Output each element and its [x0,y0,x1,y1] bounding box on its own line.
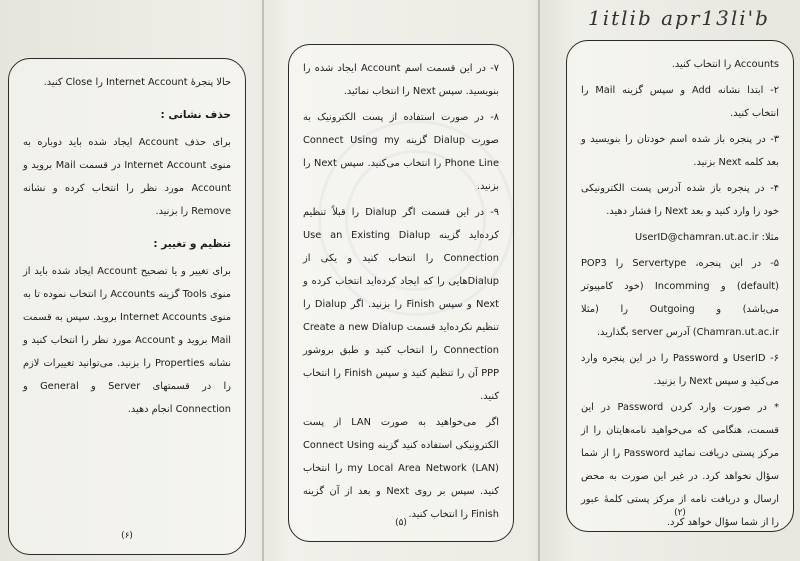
close-instruction: حالا پنجرهٔ Internet Account را Close کنید. [43,77,231,88]
handwritten-note: 1itlib apr13li'b [588,6,770,30]
heading-settings: تنظیم و تغییر : [153,238,231,250]
step-1-end: Accounts را انتخاب کنید. [671,59,779,70]
delete-instructions: برای حذف Account ایجاد شده باید دوباره به منوی Internet Account در قسمت Mail بروید و Account مورد نظر را انتخاب کرده و نشانه Remove را بزنید. [23,137,231,217]
page-number: (۵) [395,518,407,528]
heading-delete-account: حذف نشانی : [160,109,231,121]
step-4: ۴- در پنجره باز شده آدرس پست الکترونیکی خود را وارد کنید و بعد Next را فشار دهید. [581,183,779,217]
step-8: ۸- در صورت استفاده از پست الکترونیک به صورت Dialup گزینه Connect Using my Phone Line را انتخاب می‌کنید. سپس Next را بزنید. [303,112,499,192]
step-7: ۷- در این قسمت اسم Account ایجاد شده را بنویسید. سپس Next را انتخاب نمائید. [303,63,499,97]
step-3: ۳- در پنجره باز شده اسم خودتان را بنویسید و بعد کلمه Next بزنید. [581,134,779,168]
step-9: ۹- در این قسمت اگر Dialup را قبلاً تنظیم کرده‌اید گزینه Use an Existing Dialup Connection را انتخاب کنید و یکی از Dialupهایی را که ایجاد کرده‌اید انتخاب کرده و Next و سپس Finish را بزنید. اگر Dialup را تنظیم نکرده‌اید قسمت Create a new Dialup Connection را انتخاب کنید و طبق بروشور PPP آن را تنظیم کنید و سپس Finish را انتخاب کنید. [303,207,499,402]
step-5: ۵- در این پنجره، Servertype را POP3 (default) و Incomming (خود کامپیوتر می‌باشد) و Outgoing را (مثلا Chamran.ut.ac.ir) آدرس server بگذارید. [581,258,780,338]
step-6: ۶- UserID و Password را در این پنجره وارد می‌کنید و سپس Next را بزنید. [581,353,779,387]
settings-instructions: برای تغییر و یا تصحیح Account ایجاد شده باید از منوی Tools گزینه Accounts را انتخاب نموده تا به منوی Internet Accounts بروید. سپس به قسمت Mail بروید و Account مورد نظر را انتخاب کنید و نشانه Properties را بزنید. می‌توانید تغییرات لازم را در قسمتهای Server و General و Connection انجام دهید. [23,266,231,415]
panel-middle [288,44,514,542]
fold-line-right [538,0,540,561]
page-number: (۶) [121,531,133,541]
panel-left [8,58,246,555]
fold-line-left [262,0,264,561]
step-2: ۲- ابتدا نشانه Add و سپس گزینه Mail را انتخاب کنید. [581,85,780,119]
page-number: (۲) [674,508,686,518]
lan-instructions: اگر می‌خواهید به صورت LAN از پست الکترونیکی استفاده کنید گزینه Connect Using my Local Area Network (LAN) را انتخاب کنید. سپس بر روی Next و بعد از آن گزینه Finish را انتخاب کنید. [303,417,500,520]
panel-right [566,40,794,532]
password-note: * در صورت وارد کردن Password در این قسمت، هنگامی که می‌خواهید نامه‌هایتان را از مرکز پستی دریافت نمائید Password را از شما سؤال نخواهد کرد. در غیر این صورت به محض ارسال و دریافت نامه از مرکز پستی کلمهٔ عبور را از شما سؤال خواهد کرد. [581,402,779,528]
email-example: مثلا: UserID@chamran.ut.ac.ir [635,232,779,243]
